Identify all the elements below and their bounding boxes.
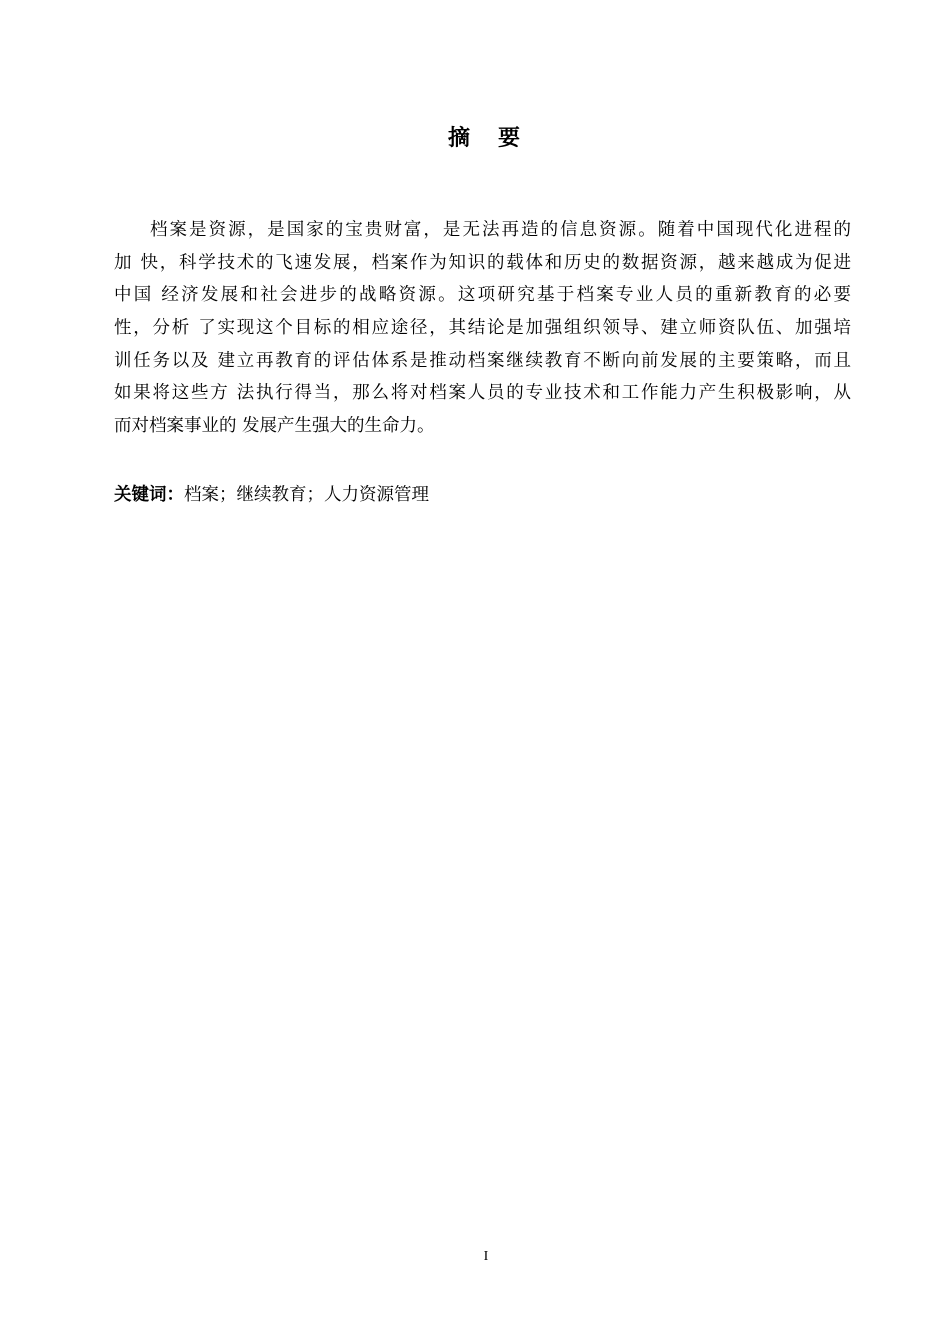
abstract-line-5: 训任务以及 建立再教育的评估体系是推动档案继续教育不断向前发展的主要策略，而且 xyxy=(114,350,851,371)
abstract-line-3: 中国 经济发展和社会进步的战略资源。这项研究基于档案专业人员的重新教育的必要 xyxy=(114,285,851,306)
keywords-row xyxy=(114,481,429,509)
abstract-line-7: 而对档案事业的 发展产生强大的生命力。 xyxy=(114,416,435,437)
abstract-title-char-1: 摘 xyxy=(447,126,470,151)
abstract-title-char-2: 要 xyxy=(498,126,521,151)
abstract-line-1: 档案是资源，是国家的宝贵财富，是无法再造的信息资源。随着中国现代化进程的 xyxy=(150,220,851,240)
keywords-label: 关键词： xyxy=(114,485,184,505)
abstract-line-6: 如果将这些方 法执行得当，那么将对档案人员的专业技术和工作能力产生积极影响，从 xyxy=(114,383,851,404)
abstract-line-2: 加 快，科学技术的飞速发展，档案作为知识的载体和历史的数据资源，越来越成为促进 xyxy=(114,252,851,273)
abstract-line-4: 性，分析 了实现这个目标的相应途径，其结论是加强组织领导、建立师资队伍、加强培 xyxy=(114,318,851,339)
abstract-body xyxy=(114,214,851,443)
abstract-title xyxy=(0,124,950,154)
page-number: I xyxy=(483,1249,489,1264)
keywords-value: 档案；继续教育；人力资源管理 xyxy=(184,485,429,505)
